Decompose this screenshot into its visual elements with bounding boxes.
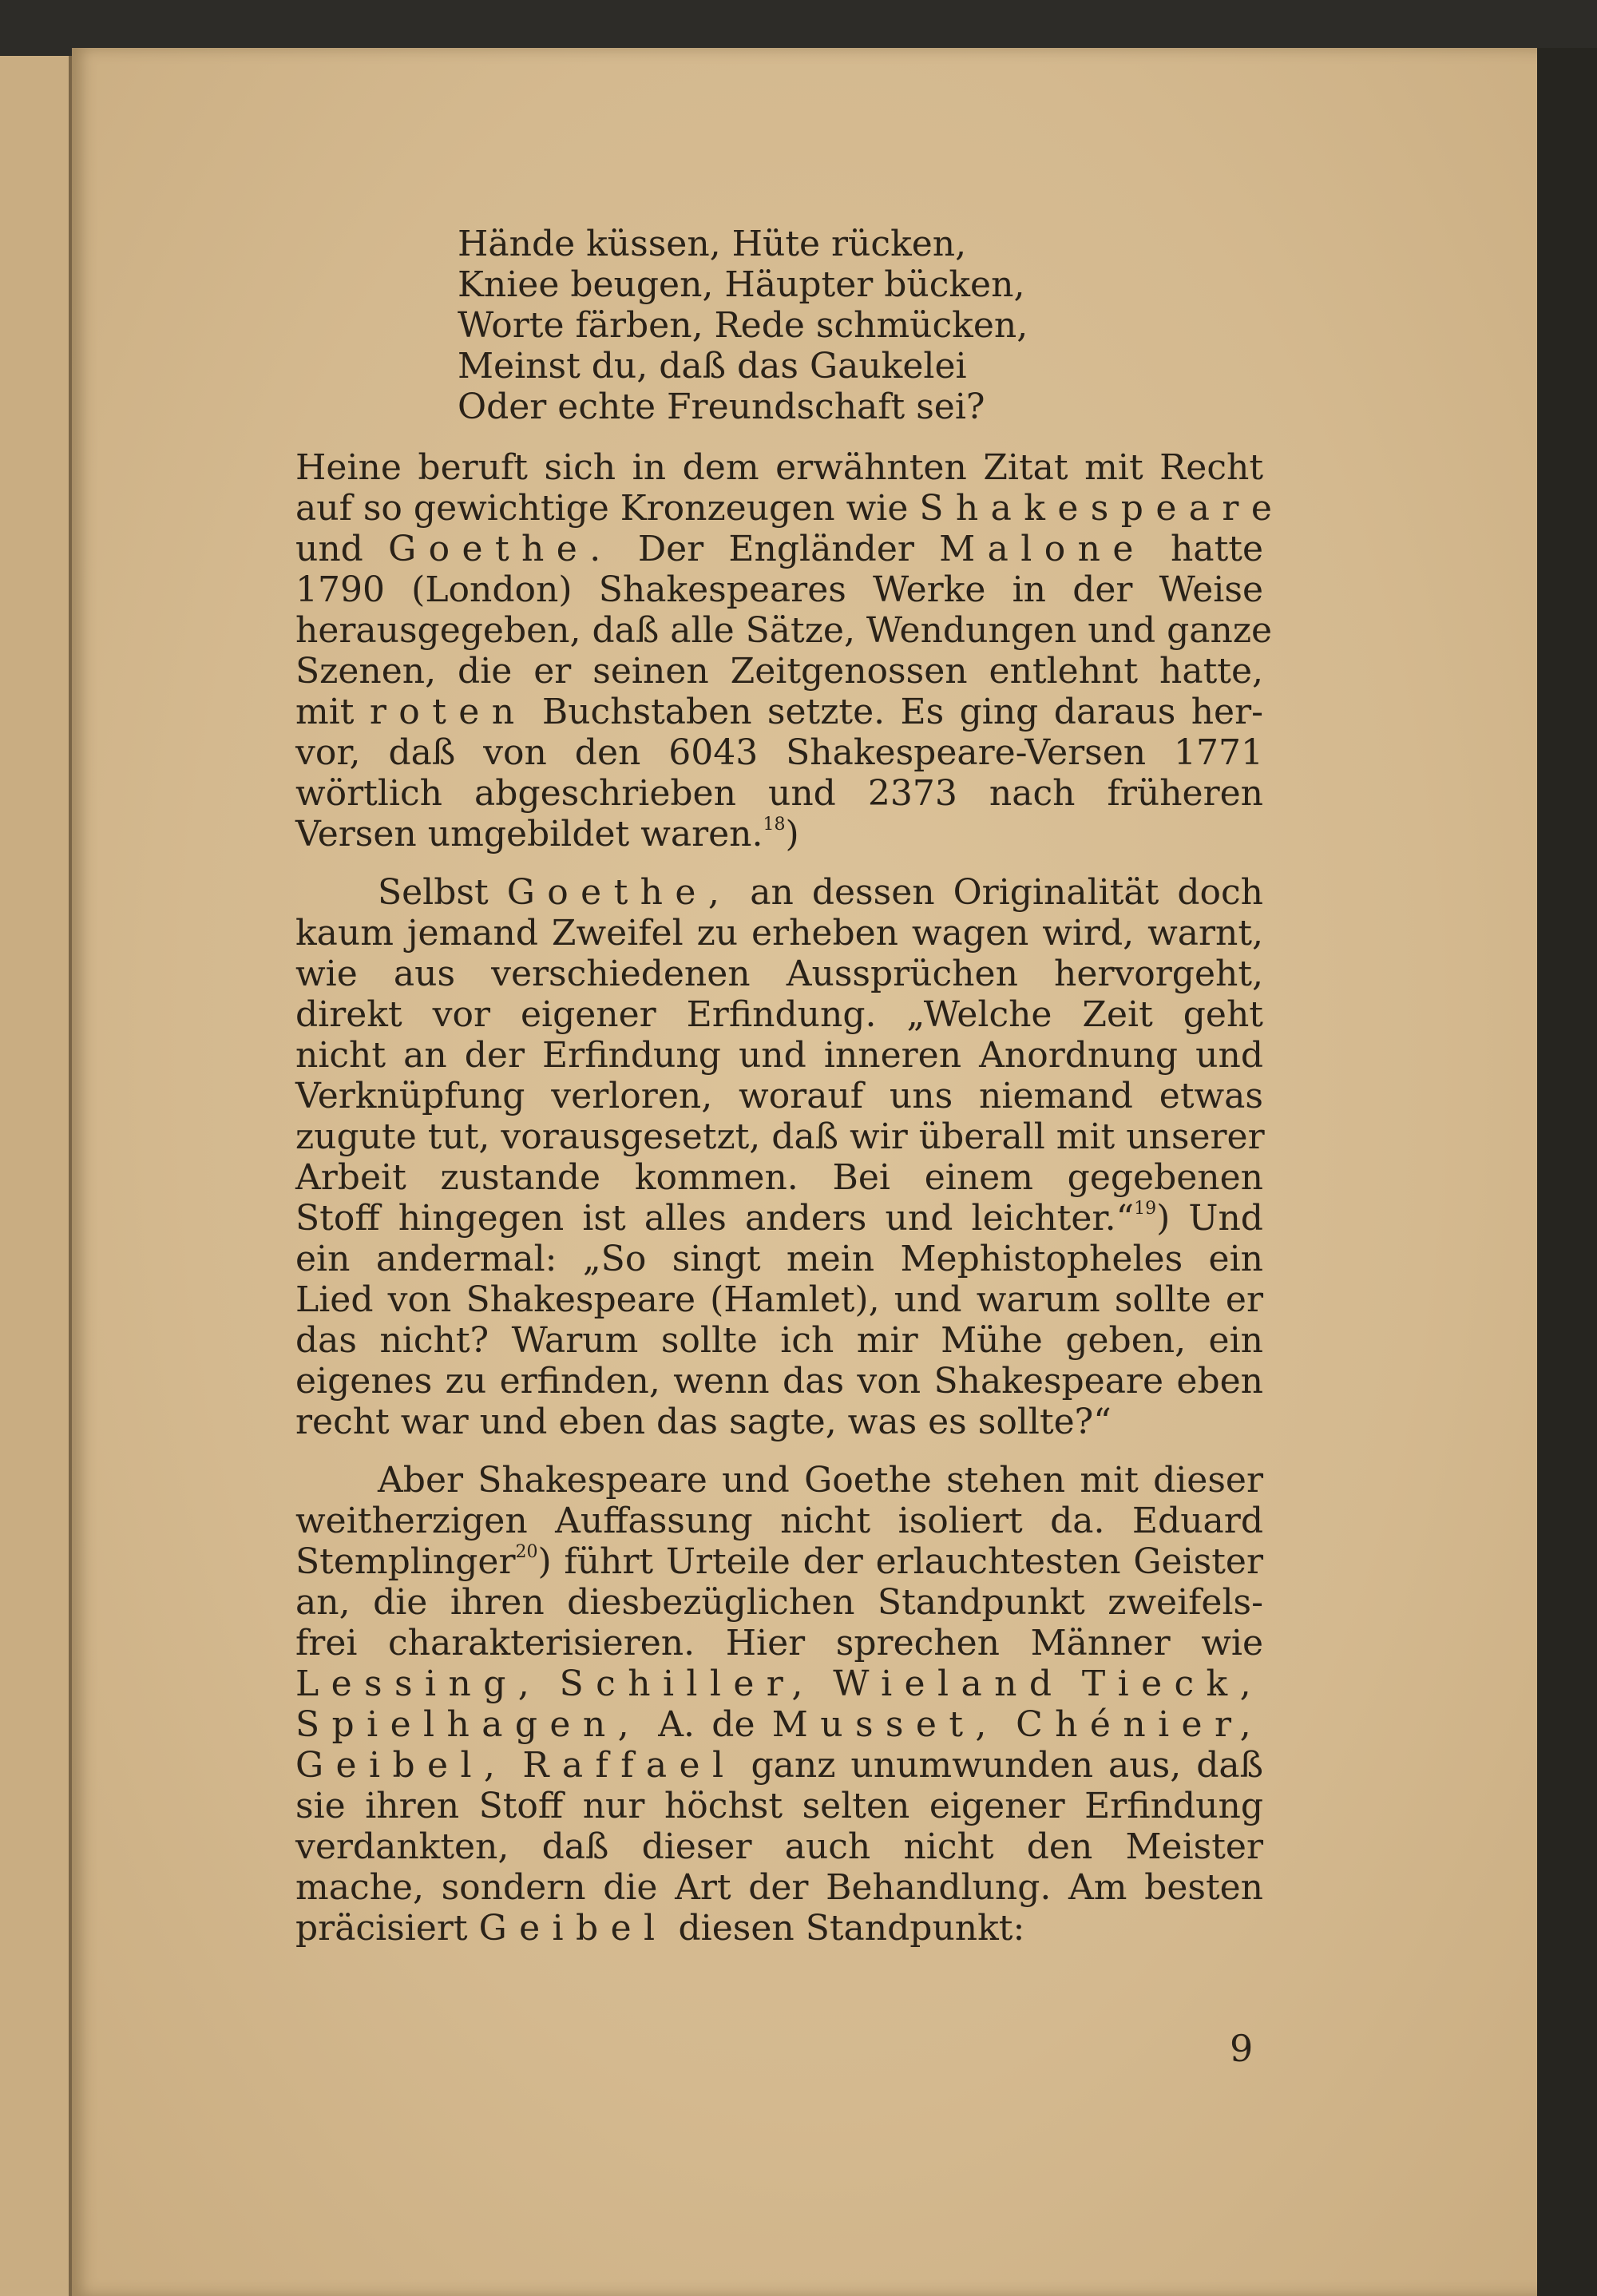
spaced-name: Geibel [478, 1908, 668, 1949]
text-line: Selbst Goethe, an dessen Originalität doch [378, 872, 1263, 913]
spaced-name: Malone [939, 529, 1146, 569]
footnote-ref: 19 [1134, 1199, 1157, 1219]
spaced-name: Goethe, [506, 872, 732, 913]
text-line: mache, sondern die Art der Behandlung. Am besten [295, 1867, 1263, 1908]
paragraph-2 [295, 872, 1263, 1442]
spaced-name: Raffael [522, 1745, 736, 1786]
text-line: Heine beruft sich in dem erwähnten Zitat mit Recht [295, 447, 1263, 488]
previous-page-edge [0, 56, 73, 2296]
text-line: herausgegeben, daß alle Sätze, Wendungen und ganze [295, 610, 1273, 651]
text-line: das nicht? Warum sollte ich mir Mühe geben, ein [295, 1320, 1263, 1361]
text-line: Aber Shakespeare und Goethe stehen mit dieser [378, 1460, 1263, 1501]
text-line: wie aus verschiedenen Aussprüchen hervorgeht, [295, 954, 1263, 994]
text-line: an, die ihren diesbezüglichen Standpunkt zweifels- [295, 1582, 1263, 1623]
text-line: Lied von Shakespeare (Hamlet), und warum sollte er [295, 1279, 1263, 1320]
spaced-word: roten [369, 692, 527, 732]
text-line: Geibel, Raffael ganz unumwunden aus, daß [295, 1745, 1263, 1786]
text-line: Arbeit zustande kommen. Bei einem gegebenen [295, 1157, 1263, 1198]
spaced-name: Tieck, [1081, 1664, 1263, 1704]
footnote-ref: 18 [763, 815, 786, 835]
spaced-name: Shakespeare [919, 488, 1285, 529]
spaced-name: Lessing, [295, 1664, 542, 1704]
paragraph-1 [295, 447, 1285, 855]
text-line: und Goethe. Der Engländer Malone hatte [295, 529, 1263, 569]
spaced-name: Chénier, [1016, 1704, 1263, 1745]
spaced-name: Musset, [771, 1704, 999, 1745]
text-line: Spielhagen, A. de Musset, Chénier, [295, 1704, 1263, 1745]
text-line: auf so gewichtige Kronzeugen wie Shakespeare [295, 488, 1285, 529]
text-line: Szenen, die er seinen Zeitgenossen entlehnt hatte, [295, 651, 1263, 692]
page-right-border [1537, 48, 1597, 2296]
text-line: weitherzigen Auffassung nicht isoliert da. Eduard [295, 1501, 1263, 1541]
text-line: direkt vor eigener Erfindung. „Welche Zeit geht [295, 994, 1263, 1035]
text-line: wörtlich abgeschrieben und 2373 nach früheren [295, 773, 1263, 814]
spaced-name: Wieland [833, 1664, 1064, 1704]
text-line: Stoff hingegen ist alles anders und leichter.“$^{19}$) Und [295, 1198, 1263, 1239]
verse-line: Hände küssen, Hüte rücken, [458, 224, 967, 264]
spaced-name: Schiller, [559, 1664, 815, 1704]
text-line: verdankten, daß dieser auch nicht den Meister [295, 1826, 1263, 1867]
spaced-name: Geibel, [295, 1745, 508, 1786]
verse-line: Oder echte Freundschaft sei? [458, 387, 985, 427]
verse-block [458, 224, 1064, 427]
spaced-name: Goethe. [388, 529, 613, 569]
text-line: sie ihren Stoff nur höchst selten eigener Erfindung [295, 1786, 1263, 1826]
text-line: recht war und eben das sagte, was es sollte?“ [295, 1402, 1112, 1442]
text-line: nicht an der Erfindung und inneren Anordnung und [295, 1035, 1263, 1076]
text-line: Versen umgebildet waren.$^{18}$) [295, 814, 799, 855]
spaced-name: Spielhagen, [295, 1704, 641, 1745]
text-line: Stemplinger$^{20}$) führt Urteile der erlauchtesten Geister [295, 1541, 1263, 1582]
text-line: ein andermal: „So singt mein Mephistopheles ein [295, 1239, 1263, 1279]
text-line [295, 1664, 1263, 1704]
text-line: mit roten Buchstaben setzte. Es ging daraus her- [295, 692, 1263, 732]
text-line: Verknüpfung verloren, worauf uns niemand etwas [295, 1076, 1263, 1116]
verse-line: Kniee beugen, Häupter bücken, [458, 264, 1025, 305]
text-line: 1790 (London) Shakespeares Werke in der Weise [295, 569, 1263, 610]
verse-line: Worte färben, Rede schmücken, [458, 305, 1028, 346]
footnote-ref: 20 [515, 1542, 538, 1563]
verse-line: Meinst du, daß das Gaukelei [458, 346, 967, 387]
text-line: vor, daß von den 6043 Shakespeare-Versen 1771 [295, 732, 1263, 773]
text-line: präcisiert Geibel diesen Standpunkt: [295, 1908, 1025, 1949]
text-line: frei charakterisieren. Hier sprechen Männer wie [295, 1623, 1263, 1664]
text-line: zugute tut, vorausgesetzt, daß wir überall mit unserer [295, 1116, 1265, 1157]
text-line: kaum jemand Zweifel zu erheben wagen wird, warnt, [295, 913, 1263, 954]
page-number: 9 [1230, 2027, 1254, 2070]
text-line: eigenes zu erfinden, wenn das von Shakespeare eben [295, 1361, 1263, 1402]
paragraph-3 [295, 1460, 1263, 1949]
